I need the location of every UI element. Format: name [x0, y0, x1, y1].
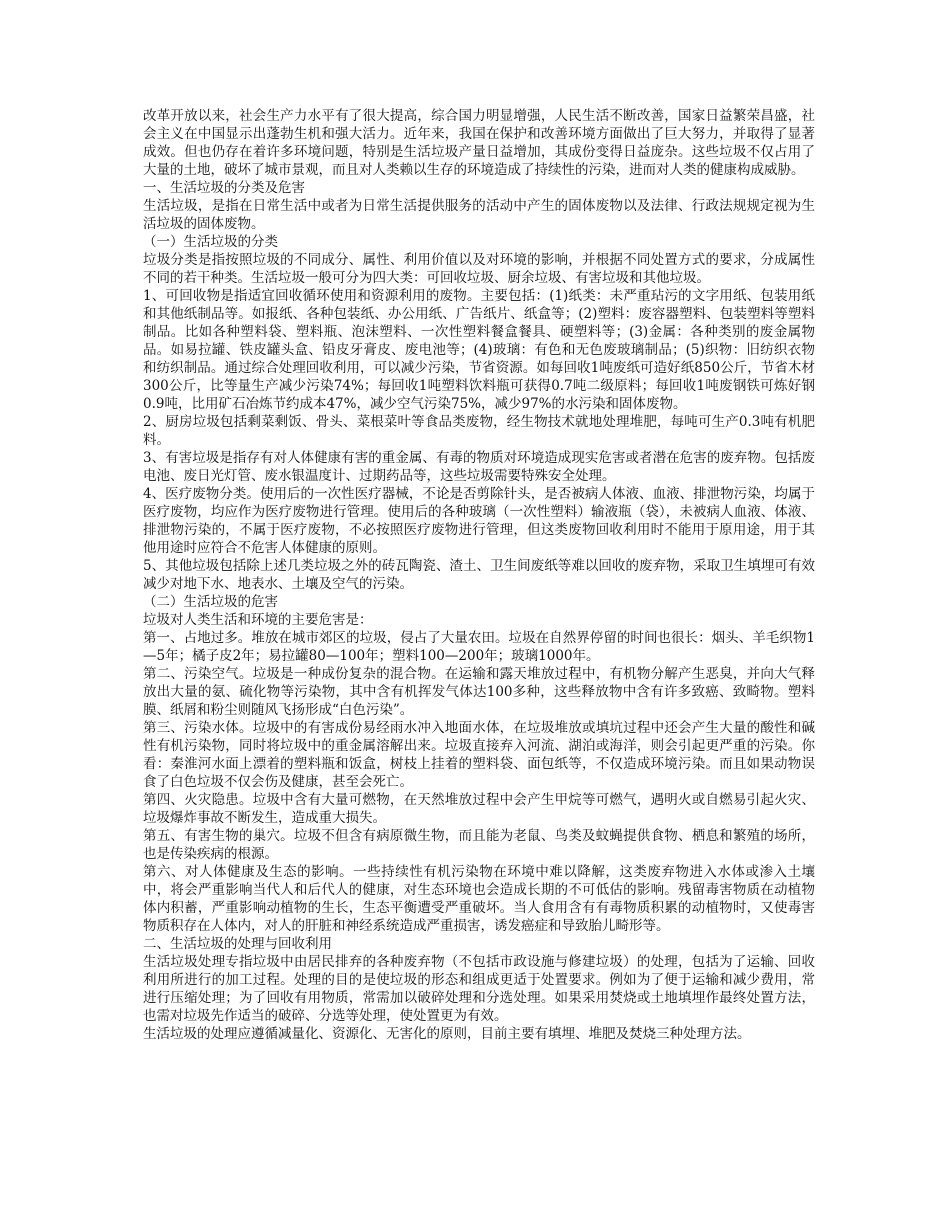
definition-paragraph: 生活垃圾，是指在日常生活中或者为日常生活提供服务的活动中产生的固体废物以及法律、行政法规规定视为生活垃圾的固体废物。	[143, 198, 815, 232]
other-waste-paragraph: 5、其他垃圾包括除上述几类垃圾之外的砖瓦陶瓷、渣土、卫生间废纸等难以回收的废弃物，采取卫生填埋可有效减少对地下水、地表水、土壤及空气的污染。	[143, 558, 815, 592]
medical-waste-paragraph: 4、医疗废物分类。使用后的一次性医疗器械，不论是否剪除针头，是否被病人体液、血液、排泄物污染，均属于医疗废物，均应作为医疗废物进行管理。使用后的各种玻璃（一次性塑料）输液瓶（袋），未被病人血液、体液、排泄物污染的，不属于医疗废物，不必按照医疗废物进行管理，但这类废物回收利用时不能用于原用途，用于其他用途时应符合不危害人体健康的原则。	[143, 486, 815, 556]
subsection-heading-classification: （一）生活垃圾的分类	[143, 234, 278, 250]
intro-paragraph: 改革开放以来，社会生产力水平有了很大提高，综合国力明显增强，人民生活不断改善，国家日益繁荣昌盛，社会主义在中国显示出蓬勃生机和强大活力。近年来，我国在保护和改善环境方面做出了巨大努力，并取得了显著成效。但也仍存在着许多环境问题，特别是生活垃圾产量日益增加，其成份变得日益庞杂。这些垃圾不仅占用了大量的土地，破坏了城市景观，而且对人类赖以生存的环境造成了持续性的污染，进而对人类的健康构成威胁。	[143, 108, 815, 178]
hazard-3-paragraph: 第三、污染水体。垃圾中的有害成份易经雨水冲入地面水体，在垃圾堆放或填坑过程中还会产生大量的酸性和碱性有机污染物，同时将垃圾中的重金属溶解出来。垃圾直接弃入河流、湖泊或海洋，则会引起更严重的污染。你看：秦淮河水面上漂着的塑料瓶和饭盒，树枝上挂着的塑料袋、面包纸等，不仅造成环境污染。而且如果动物误食了白色垃圾不仅会伤及健康，甚至会死亡。	[143, 720, 815, 790]
hazard-6-paragraph: 第六、对人体健康及生态的影响。一些持续性有机污染物在环境中难以降解，这类废弃物进入水体或渗入土壤中，将会严重影响当代人和后代人的健康，对生态环境也会造成长期的不可低估的影响。残留毒害物质在动植物体内积蓄，严重影响动植物的生长，生态平衡遭受严重破坏。当人食用含有有毒物质积累的动植物时，又使毒害物质积存在人体内，对人的肝脏和神经系统造成严重损害，诱发癌症和导致胎儿畸形等。	[143, 864, 815, 934]
principles-paragraph: 生活垃圾的处理应遵循减量化、资源化、无害化的原则，目前主要有填埋、堆肥及焚烧三种处理方法。	[143, 1026, 751, 1042]
section-heading-1: 一、生活垃圾的分类及危害	[143, 180, 305, 196]
hazard-4-paragraph: 第四、火灾隐患。垃圾中含有大量可燃物，在天然堆放过程中会产生甲烷等可燃气，遇明火或自燃易引起火灾、垃圾爆炸事故不断发生，造成重大损失。	[143, 792, 815, 826]
kitchen-waste-paragraph: 2、厨房垃圾包括剩菜剩饭、骨头、菜根菜叶等食品类废物，经生物技术就地处理堆肥，每吨可生产0.3吨有机肥料。	[143, 414, 815, 448]
section-heading-2: 二、生活垃圾的处理与回收利用	[143, 936, 332, 952]
recyclables-paragraph: 1、可回收物是指适宜回收循环使用和资源利用的废物。主要包括：(1)纸类：未严重玷污的文字用纸、包装用纸和其他纸制品等。如报纸、各种包装纸、办公用纸、广告纸片、纸盒等；(2)塑料：废容器塑料、包装塑料等塑料制品。比如各种塑料袋、塑料瓶、泡沫塑料、一次性塑料餐盒餐具、硬塑料等；(3)金属：各种类别的废金属物品。如易拉罐、铁皮罐头盒、铅皮牙膏皮、废电池等；(4)玻璃：有色和无色废玻璃制品；(5)织物：旧纺织衣物和纺织制品。通过综合处理回收利用，可以减少污染，节省资源。如每回收1吨废纸可造好纸850公斤，节省木材300公斤，比等量生产减少污染74%；每回收1吨塑料饮料瓶可获得0.7吨二级原料；每回收1吨废钢铁可炼好钢0.9吨，比用矿石冶炼节约成本47%，减少空气污染75%，减少97%的水污染和固体废物。	[143, 288, 815, 412]
hazardous-waste-paragraph: 3、有害垃圾是指存有对人体健康有害的重金属、有毒的物质对环境造成现实危害或者潜在危害的废弃物。包括废电池、废日光灯管、废水银温度计、过期药品等，这些垃圾需要特殊安全处理。	[143, 450, 815, 484]
subsection-heading-hazards: （二）生活垃圾的危害	[143, 594, 278, 610]
classification-paragraph: 垃圾分类是指按照垃圾的不同成分、属性、利用价值以及对环境的影响，并根据不同处置方式的要求，分成属性不同的若干种类。生活垃圾一般可分为四大类：可回收垃圾、厨余垃圾、有害垃圾和其他垃圾。	[143, 252, 815, 286]
processing-paragraph: 生活垃圾处理专指垃圾中由居民排弃的各种废弃物（不包括市政设施与修建垃圾）的处理，包括为了运输、回收利用所进行的加工过程。处理的目的是使垃圾的形态和组成更适于处置要求。例如为了便于运输和减少费用，常进行压缩处理；为了回收有用物质，常需加以破碎处理和分选处理。如果采用焚烧或土地填埋作最终处置方法，也需对垃圾先作适当的破碎、分选等处理，使处置更为有效。	[143, 954, 815, 1024]
document-body	[143, 107, 815, 1043]
hazard-1-paragraph: 第一、占地过多。堆放在城市郊区的垃圾，侵占了大量农田。垃圾在自然界停留的时间也很长：烟头、羊毛织物1—5年；橘子皮2年；易拉罐80—100年；塑料100—200年；玻璃1000年。	[143, 630, 815, 664]
hazard-5-paragraph: 第五、有害生物的巢穴。垃圾不但含有病原微生物，而且能为老鼠、鸟类及蚊蝇提供食物、栖息和繁殖的场所，也是传染疾病的根源。	[143, 828, 815, 862]
hazard-2-paragraph: 第二、污染空气。垃圾是一种成份复杂的混合物。在运输和露天堆放过程中，有机物分解产生恶臭，并向大气释放出大量的氨、硫化物等污染物，其中含有机挥发气体达100多种，这些释放物中含有许多致癌、致畸物。塑料膜、纸屑和粉尘则随风飞扬形成“白色污染”。	[143, 666, 815, 718]
hazards-intro-paragraph: 垃圾对人类生活和环境的主要危害是：	[143, 612, 373, 628]
